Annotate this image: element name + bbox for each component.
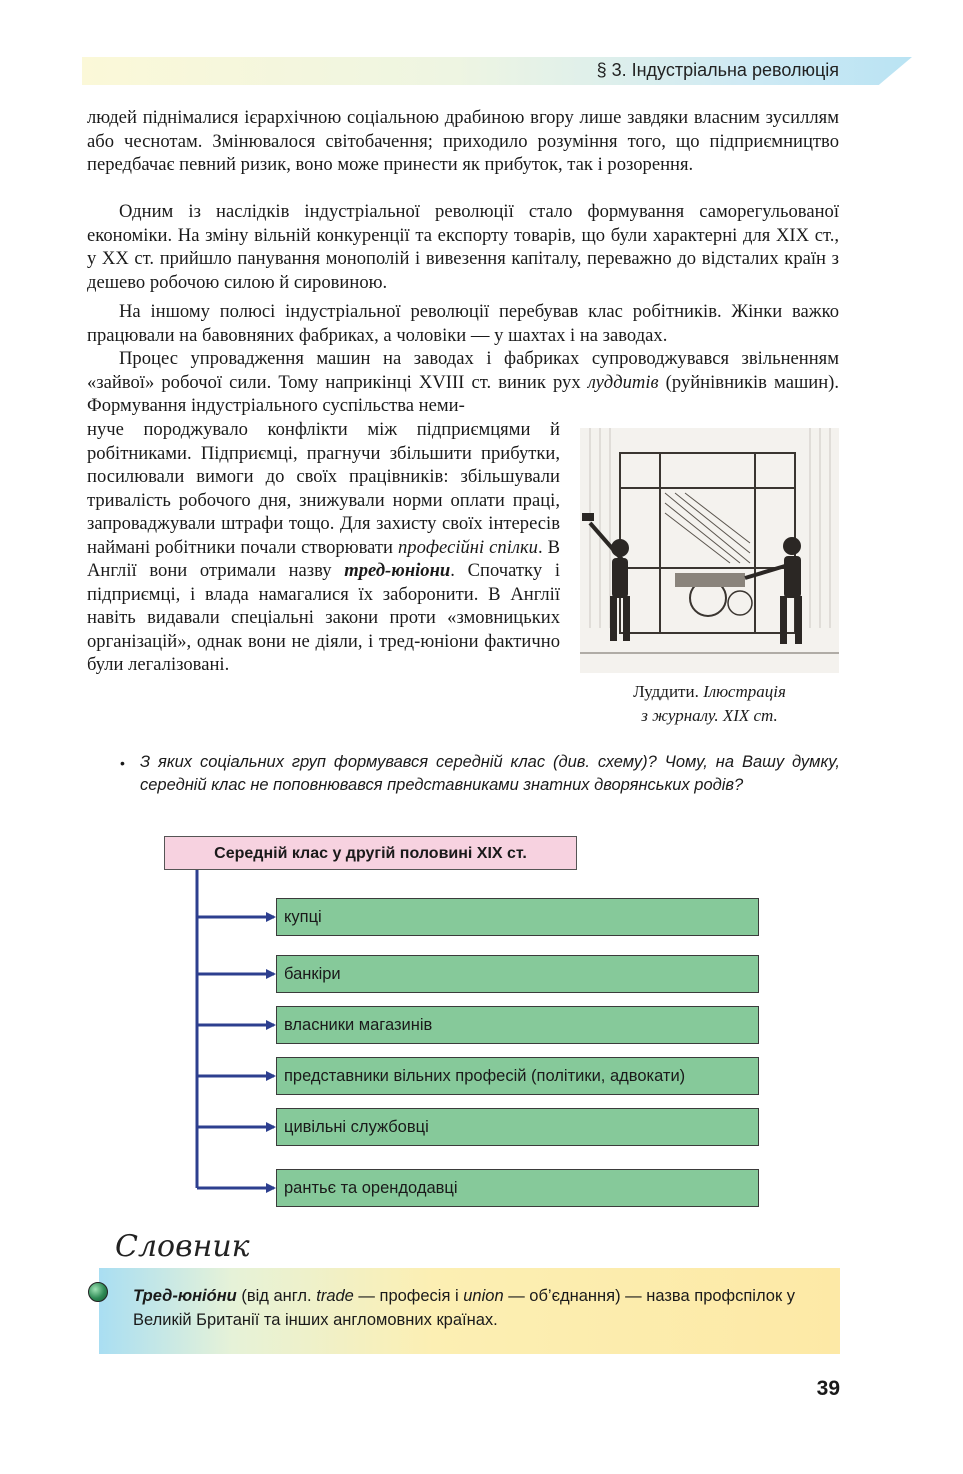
scheme-item: представники вільних професій (політики, адвокати) xyxy=(276,1057,759,1095)
bullet-icon: • xyxy=(120,755,125,771)
figure-caption: Луддити. Ілюстрація з журналу. XIX ст. xyxy=(633,682,786,725)
dictionary-bullet-icon xyxy=(88,1282,108,1302)
dictionary-term: Тред-юніóни xyxy=(133,1287,237,1305)
luddites-illustration xyxy=(580,428,839,673)
term-trade-unions: тред-юніони xyxy=(344,560,451,581)
term-professional-unions: професійні спілки xyxy=(397,536,538,558)
svg-text:Словник: Словник xyxy=(115,1229,250,1264)
paragraph-3: На іншому полюсі індустріальної революції перебував клас робітників. Жінки важко працювали на бавовняних фабриках, а чоловіки — у шахтах і на заводах. xyxy=(87,301,839,346)
scheme-item: рантьє та орендодавці xyxy=(276,1169,759,1207)
paragraph-1: людей піднімалися ієрархічною соціальною драбиною вгору лише завдяки власним зусиллям або чеснотам. Змінювалося світобачення; приходило розуміння того, що підприємництво передбачає певний ризик, воно може принести як прибуток, так і розорення. xyxy=(87,107,839,175)
scheme-item: купці xyxy=(276,898,759,936)
paragraph-2: Одним із наслідків індустріальної революції стало формування саморегульованої економіки. На зміну вільній конкуренції та експорту товарів, що були характерні для XIX ст., у XX ст. прийшло панування монополій і вивезення капіталу, переважно до відсталих країн з дешево робочою силою й сировиною. xyxy=(87,201,839,293)
scheme-title: Середній клас у другій половині XIX ст. xyxy=(164,836,577,870)
dictionary-heading xyxy=(115,1226,255,1266)
scheme-item: цивільні службовці xyxy=(276,1108,759,1146)
paragraph-5: нуче породжувало конфлікти між підприємцями й робітниками. Підприємці, прагнучи збільшити прибутки, посилювали вимоги до своїх працівників: збільшували тривалість робочого дня, знижували норми оплати праці, запроваджували штрафи тощо. Для захисту своїх інтересів наймані робітники почали створювати професійні спілки. В Англії вони отримали назву тред-юніони. Спочатку і підприємці, і влада намагалися їх заборонити. В Англії навіть видавали спеціальні закони проти «змовницьких організацій», однак вони не діяли, і тред-юніони фактично були легалізовані. xyxy=(87,419,560,675)
section-title: § 3. Індустріальна революція xyxy=(596,60,839,80)
term-luddites: луддитів xyxy=(587,371,659,393)
page-number: 39 xyxy=(816,1377,840,1400)
dictionary-entry: Тред-юніóни (від англ. trade — професія і union — об’єднання) — назва профспілок у Великій Британії та інших англомовних країнах. xyxy=(133,1287,796,1329)
paragraph-4: Процес упровадження машин на заводах і фабриках супроводжувався звільненням «зайвої» робочої сили. Тому наприкінці XVIII ст. виник рух луддитів (руйнівників машин). Формування індустріального суспільства неми- xyxy=(87,348,840,416)
scheme-item: банкіри xyxy=(276,955,759,993)
scheme-item: власники магазинів xyxy=(276,1006,759,1044)
question-text: З яких соціальних груп формувався середній клас (див. схему)? Чому, на Вашу думку, середній клас не поповнювався представниками знатних дворянських родів? xyxy=(140,753,840,794)
